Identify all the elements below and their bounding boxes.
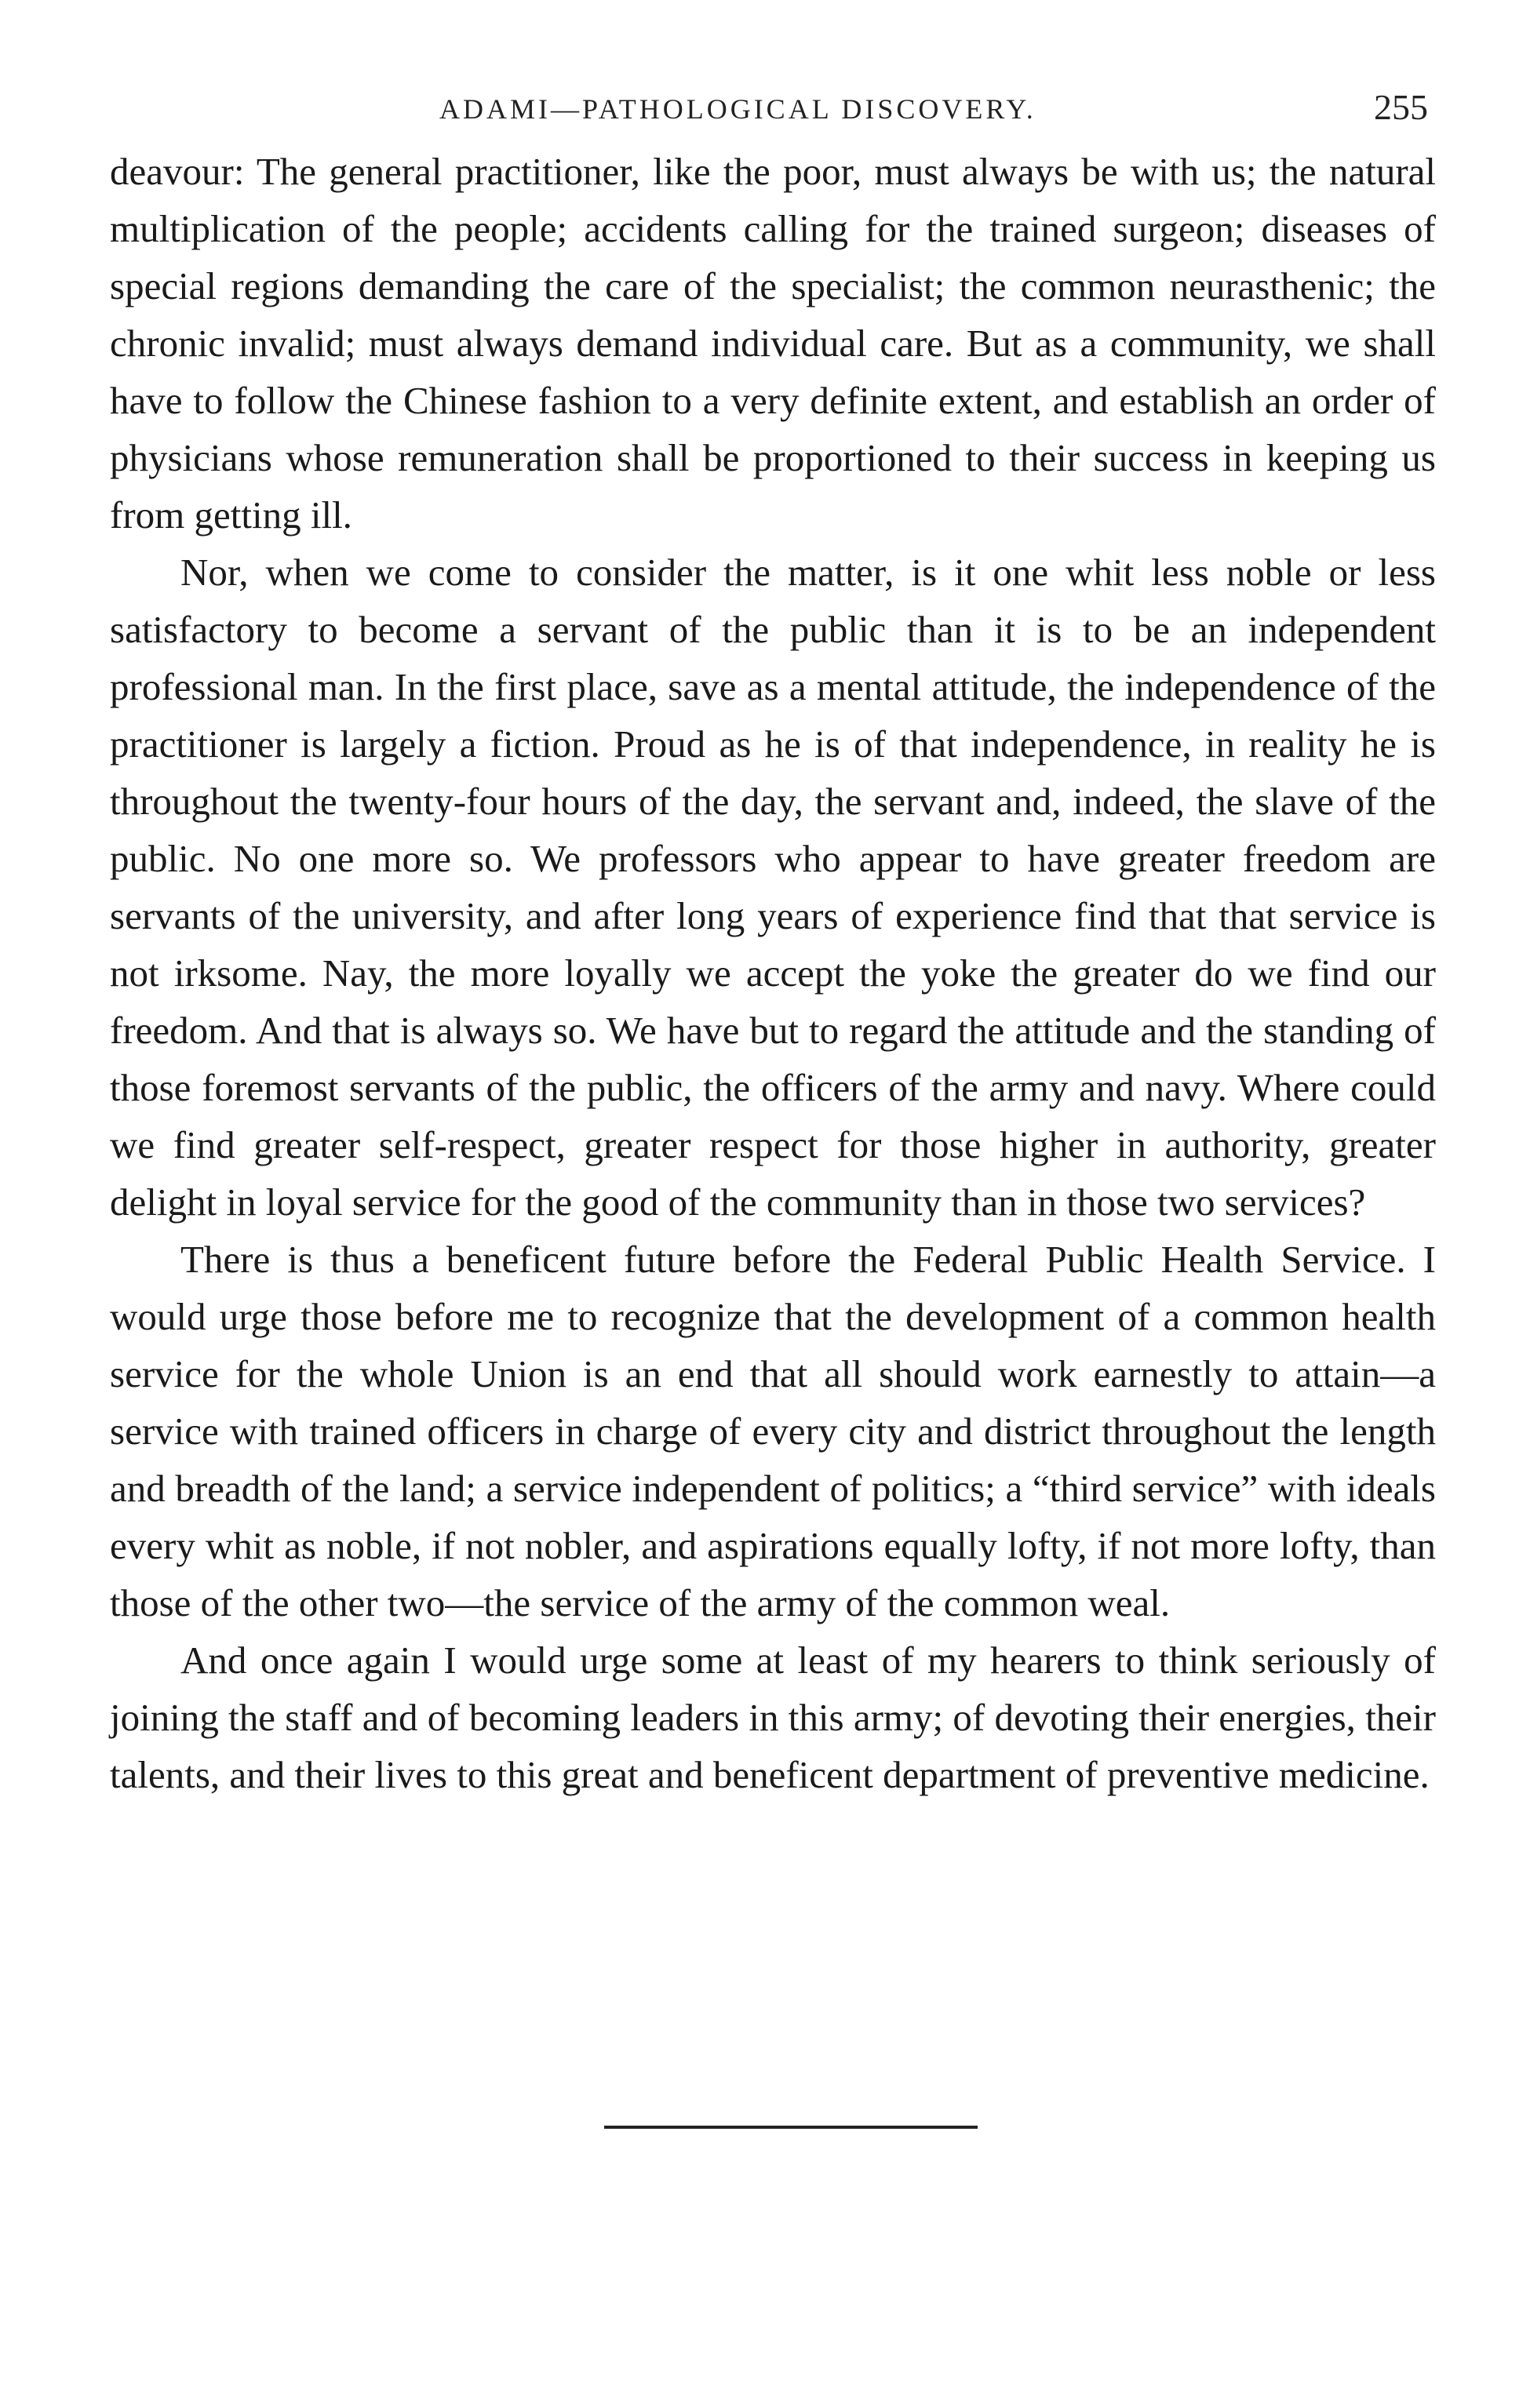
paragraph: And once again I would urge some at least of my hearers to think seriously of joining the staff and of becoming leaders in this army; of devoting their energies, their talents, and their lives to this great and beneficent department of preventive medicine. [110,1639,1436,1796]
paragraph: There is thus a beneficent future before the Federal Public Health Service. I would urge those before me to recognize that the development of a common health service for the whole Union is an end that all should work earnestly to attain—a service with trained officers in charge of every city and district throughout the length and breadth of the land; a service independent of politics; a “third service” with ideals every whit as noble, if not nobler, and aspirations equally lofty, if not more lofty, than those of the other two—the service of the army of the common weal. [110,1238,1436,1624]
page-number: 255 [1374,87,1428,127]
paragraph-continued: deavour: The general practitioner, like the poor, must always be with us; the natural multiplication of the people; accidents calling for the trained surgeon; diseases of special regions demanding the care of the specialist; the common neurasthenic; the chronic invalid; must always demand individual care. But as a community, we shall have to follow the Chinese fashion to a very definite extent, and establish an order of physicians whose remuneration shall be proportioned to their success in keeping us from getting ill. [110,150,1436,537]
paragraph: Nor, when we come to consider the matter, is it one whit less noble or less satisfactory to become a servant of the public than it is to be an independent professional man. In the first place, save as a mental attitude, the independence of the practitioner is largely a fiction. Proud as he is of that independence, in reality he is throughout the twenty-four hours of the day, the servant and, indeed, the slave of the public. No one more so. We professors who appear to have greater freedom are servants of the university, and after long years of experience find that that service is not irksome. Nay, the more loyally we accept the yoke the greater do we find our freedom. And that is always so. We have but to regard the attitude and the standing of those foremost servants of the public, the officers of the army and navy. Where could we find greater self-respect, greater respect for those higher in authority, greater delight in loyal service for the good of the community than in those two services? [110,551,1436,1224]
section-end-rule [604,2126,978,2129]
running-head: ADAMI—PATHOLOGICAL DISCOVERY. [439,93,1036,125]
body-text [110,143,1436,1803]
